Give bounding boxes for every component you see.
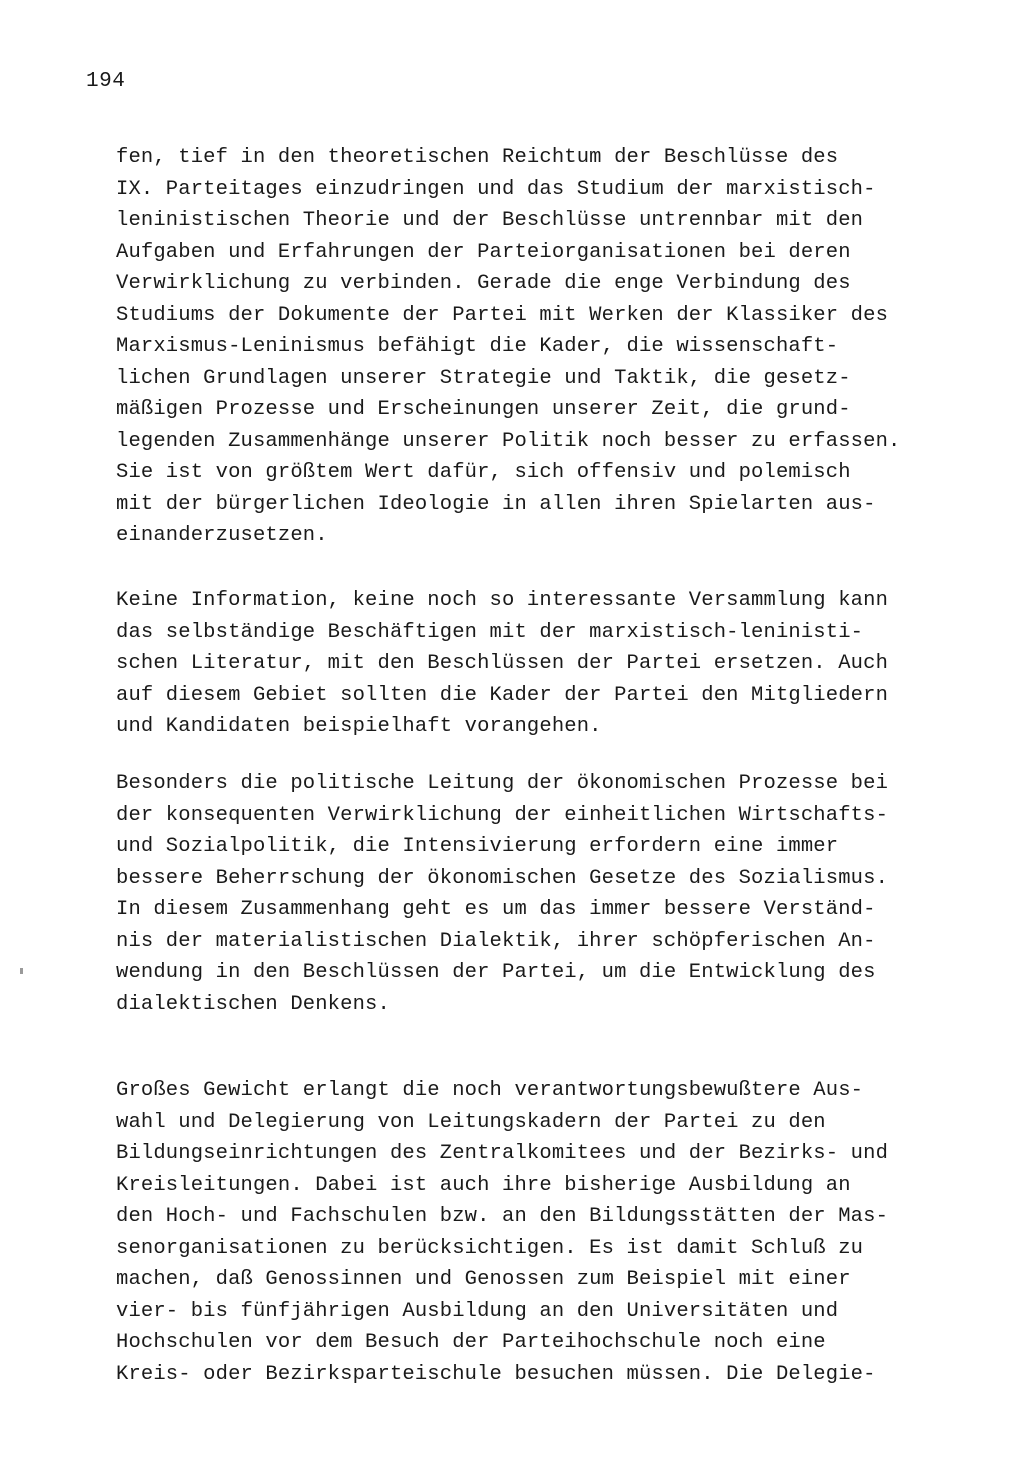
text-line: lichen Grundlagen unserer Strategie und Taktik, die gesetz- bbox=[116, 366, 851, 390]
text-line: Aufgaben und Erfahrungen der Parteiorganisationen bei deren bbox=[116, 240, 851, 264]
text-line: wendung in den Beschlüssen der Partei, um die Entwicklung des bbox=[116, 961, 876, 984]
text-line: Marxismus-Leninismus befähigt die Kader, die wissenschaft- bbox=[116, 335, 839, 358]
text-line: Verwirklichung zu verbinden. Gerade die enge Verbindung des bbox=[116, 272, 851, 295]
text-line: einanderzusetzen. bbox=[116, 524, 328, 547]
paragraph-4 bbox=[116, 1075, 926, 1390]
text-line: schen Literatur, mit den Beschlüssen der Partei ersetzen. Auch bbox=[116, 652, 889, 675]
text-line: den Hoch- und Fachschulen bzw. an den Bildungsstätten der Mas- bbox=[116, 1205, 889, 1228]
text-line: legenden Zusammenhänge unserer Politik noch besser zu erfassen. bbox=[116, 429, 901, 453]
text-line: der konsequenten Verwirklichung der einheitlichen Wirtschafts- bbox=[116, 803, 889, 827]
text-line: leninistischen Theorie und der Beschlüsse untrennbar mit den bbox=[116, 209, 864, 232]
text-line: Bildungseinrichtungen des Zentralkomitees und der Bezirks- und bbox=[116, 1142, 889, 1165]
text-line: Keine Information, keine noch so interessante Versammlung kann bbox=[116, 589, 889, 612]
text-line: bessere Beherrschung der ökonomischen Gesetze des Sozialismus. bbox=[116, 866, 889, 890]
text-line: In diesem Zusammenhang geht es um das immer bessere Verständ- bbox=[116, 898, 876, 921]
paragraph-2 bbox=[116, 585, 926, 743]
text-line: IX. Parteitages einzudringen und das Studium der marxistisch- bbox=[116, 177, 876, 201]
text-line: das selbständige Beschäftigen mit der marxistisch-leninisti- bbox=[116, 620, 864, 644]
text-line: mit der bürgerlichen Ideologie in allen ihren Spielarten aus- bbox=[116, 492, 876, 516]
text-line: senorganisationen zu berücksichtigen. Es ist damit Schluß zu bbox=[116, 1236, 864, 1260]
text-line: Großes Gewicht erlangt die noch verantwortungsbewußtere Aus- bbox=[116, 1079, 864, 1102]
text-line: Kreis- oder Bezirksparteischule besuchen müssen. Die Delegie- bbox=[116, 1362, 876, 1386]
text-line: auf diesem Gebiet sollten die Kader der Partei den Mitgliedern bbox=[116, 683, 889, 707]
text-line: Kreisleitungen. Dabei ist auch ihre bisherige Ausbildung an bbox=[116, 1173, 851, 1197]
text-line: machen, daß Genossinnen und Genossen zum Beispiel mit einer bbox=[116, 1268, 851, 1291]
text-line: Studiums der Dokumente der Partei mit Werken der Klassiker des bbox=[116, 303, 889, 327]
text-line: Besonders die politische Leitung der ökonomischen Prozesse bei bbox=[116, 772, 889, 795]
text-line: dialektischen Denkens. bbox=[116, 992, 390, 1016]
scan-speck bbox=[20, 968, 23, 974]
text-line: Hochschulen vor dem Besuch der Parteihochschule noch eine bbox=[116, 1331, 826, 1354]
text-line: wahl und Delegierung von Leitungskadern der Partei zu den bbox=[116, 1110, 826, 1134]
text-line: und Kandidaten beispielhaft vorangehen. bbox=[116, 715, 602, 738]
paragraph-3 bbox=[116, 768, 926, 1020]
text-line: mäßigen Prozesse und Erscheinungen unserer Zeit, die grund- bbox=[116, 398, 851, 421]
text-line: und Sozialpolitik, die Intensivierung erfordern eine immer bbox=[116, 835, 839, 858]
text-line: fen, tief in den theoretischen Reichtum der Beschlüsse des bbox=[116, 146, 839, 169]
page-number: 194 bbox=[86, 70, 126, 93]
text-line: Sie ist von größtem Wert dafür, sich offensiv und polemisch bbox=[116, 461, 851, 484]
text-line: vier- bis fünfjährigen Ausbildung an den Universitäten und bbox=[116, 1299, 839, 1323]
paragraph-1 bbox=[116, 142, 926, 552]
text-line: nis der materialistischen Dialektik, ihrer schöpferischen An- bbox=[116, 929, 876, 953]
